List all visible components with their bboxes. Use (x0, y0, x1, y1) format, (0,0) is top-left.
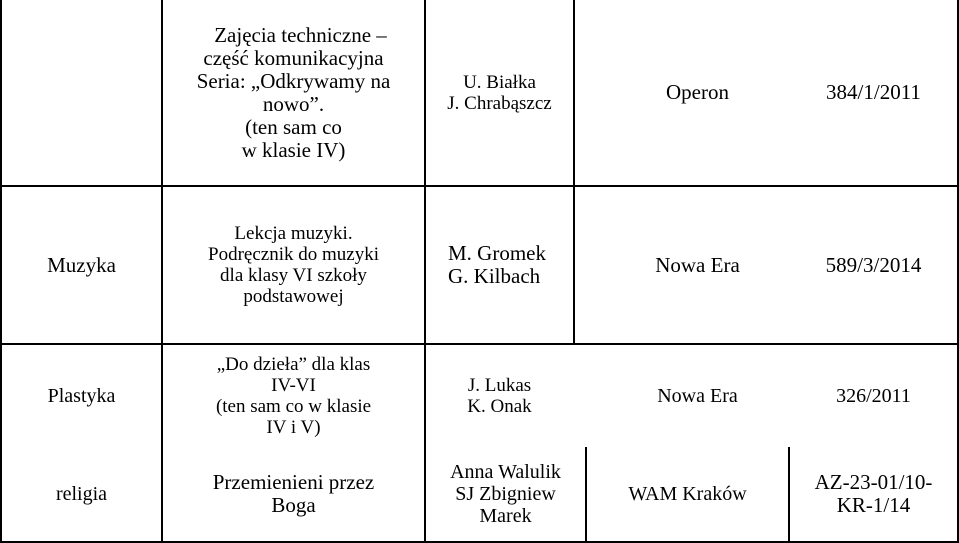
author-line: J. Lukas (467, 375, 532, 396)
table-row-2-subject: Muzyka (47, 252, 116, 277)
title-line: IV-VI (271, 375, 316, 396)
table-row-4-number (790, 447, 957, 541)
table-row-1-authors (426, 0, 573, 185)
title-line: IV i V) (266, 417, 321, 438)
table-row-3-publisher: Nowa Era (657, 385, 738, 407)
title-line: nowo”. (262, 91, 325, 116)
title-line: (ten sam co w klasie (215, 396, 372, 417)
title-line: Zajęcia techniczne – (214, 22, 387, 47)
table-row-2-number: 589/3/2014 (825, 252, 922, 277)
table-row-3-authors (426, 345, 573, 447)
table-row-1-number: 384/1/2011 (826, 80, 921, 104)
title-line: Lekcja muzyki. (234, 223, 353, 244)
number-line: KR-1/14 (836, 493, 911, 517)
table-row-3-subject: Plastyka (47, 385, 116, 407)
title-line: (ten sam co (245, 114, 342, 139)
author-line: M. Gromek (448, 241, 546, 265)
table-row-4-authors (426, 447, 585, 541)
author-line: U. Białka (463, 71, 536, 93)
title-line: dla klasy VI szkoły (220, 265, 367, 286)
title-line: Seria: „Odkrywamy na (196, 68, 391, 93)
table-row-3-number: 326/2011 (836, 385, 911, 407)
table-row-2-publisher: Nowa Era (655, 252, 740, 277)
table-row-1-title (163, 0, 424, 185)
author-line: Marek (479, 505, 532, 527)
table-row-4-publisher: WAM Kraków (628, 483, 747, 505)
title-line: część komunikacyjna (203, 45, 384, 70)
author-line: Anna Walulik (450, 461, 561, 483)
author-line: J. Chrabąszcz (447, 92, 552, 114)
table-row-1-publisher: Operon (666, 80, 729, 104)
table-row-4-title (163, 447, 424, 541)
table-row-2-authors (426, 187, 573, 343)
table-row-4-subject: religia (55, 483, 108, 505)
title-line: w klasie IV) (241, 137, 346, 162)
table-row-2-title (163, 187, 424, 343)
title-line: podstawowej (243, 286, 344, 307)
number-line: AZ-23-01/10- (814, 470, 933, 494)
author-line: SJ Zbigniew (455, 483, 556, 505)
author-line: G. Kilbach (448, 264, 541, 288)
title-line: „Do dzieła” dla klas (216, 354, 371, 375)
title-line: Przemienieni przez (212, 470, 375, 494)
table-row-3-title (163, 345, 424, 447)
author-line: K. Onak (467, 396, 532, 417)
title-line: Podręcznik do muzyki (208, 244, 379, 265)
table-row-1-subject (2, 0, 161, 185)
title-line: Boga (271, 493, 316, 517)
